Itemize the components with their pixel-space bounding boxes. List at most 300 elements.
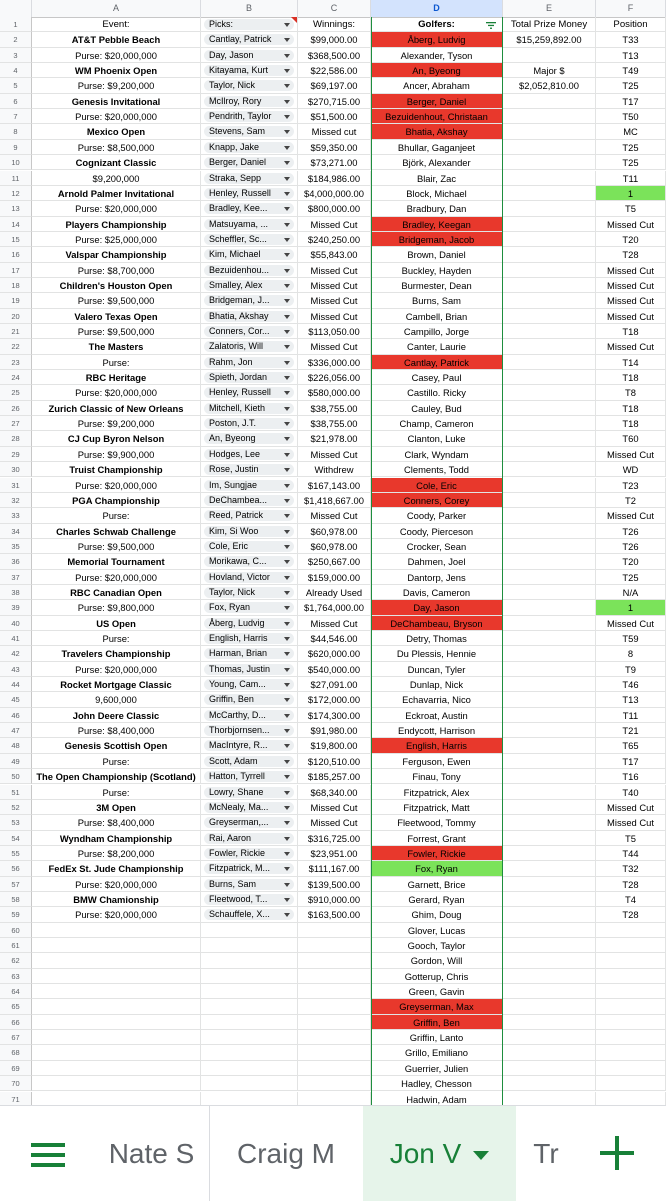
cell-d[interactable] xyxy=(371,600,503,615)
cell-a[interactable] xyxy=(32,616,201,631)
cell-c[interactable] xyxy=(298,416,371,431)
row-number[interactable]: 51 xyxy=(0,785,32,800)
cell-b[interactable] xyxy=(201,846,298,861)
pick-dropdown-chip[interactable] xyxy=(204,341,294,352)
caret-down-icon[interactable] xyxy=(284,361,290,365)
cell-e[interactable] xyxy=(503,478,596,493)
caret-down-icon[interactable] xyxy=(284,115,290,119)
pick-dropdown-chip[interactable] xyxy=(204,495,294,506)
pick-dropdown-chip[interactable] xyxy=(204,863,294,874)
cell-a[interactable] xyxy=(32,431,201,446)
cell-b[interactable] xyxy=(201,1076,298,1091)
cell-c[interactable] xyxy=(298,32,371,47)
cell-d[interactable] xyxy=(371,109,503,124)
caret-down-icon[interactable] xyxy=(284,499,290,503)
pick-dropdown-chip[interactable] xyxy=(204,572,294,583)
cell-f[interactable] xyxy=(596,1092,666,1106)
pick-dropdown-chip[interactable] xyxy=(204,249,294,260)
cell-b[interactable] xyxy=(201,646,298,661)
cell-e[interactable] xyxy=(503,923,596,938)
cell-d[interactable] xyxy=(371,815,503,830)
cell-c[interactable] xyxy=(298,892,371,907)
pick-dropdown-chip[interactable] xyxy=(204,833,294,844)
caret-down-icon[interactable] xyxy=(284,54,290,58)
cell-f[interactable] xyxy=(596,355,666,370)
cell-d[interactable] xyxy=(371,431,503,446)
row-number[interactable]: 62 xyxy=(0,953,32,968)
cell-b[interactable] xyxy=(201,969,298,984)
cell-d[interactable] xyxy=(371,355,503,370)
cell-b[interactable] xyxy=(201,508,298,523)
cell-c[interactable] xyxy=(298,309,371,324)
cell-a[interactable] xyxy=(32,999,201,1014)
cell-c[interactable] xyxy=(298,877,371,892)
pick-dropdown-chip[interactable] xyxy=(204,203,294,214)
row-number[interactable]: 30 xyxy=(0,462,32,477)
cell-d[interactable] xyxy=(371,78,503,93)
caret-down-icon[interactable] xyxy=(284,775,290,779)
cell-c[interactable] xyxy=(298,293,371,308)
cell-a[interactable] xyxy=(32,815,201,830)
pick-dropdown-chip[interactable] xyxy=(204,234,294,245)
cell-a[interactable] xyxy=(32,892,201,907)
cell-b[interactable] xyxy=(201,785,298,800)
pick-dropdown-chip[interactable] xyxy=(204,265,294,276)
cell-d[interactable] xyxy=(371,631,503,646)
cell-e[interactable] xyxy=(503,447,596,462)
cell-d[interactable] xyxy=(371,708,503,723)
row-number[interactable]: 58 xyxy=(0,892,32,907)
cell-e[interactable] xyxy=(503,263,596,278)
cell-e[interactable] xyxy=(503,616,596,631)
cell-e[interactable] xyxy=(503,662,596,677)
column-header-f[interactable]: F xyxy=(596,0,666,17)
row-number[interactable]: 68 xyxy=(0,1045,32,1060)
cell-b[interactable] xyxy=(201,524,298,539)
cell-e[interactable] xyxy=(503,524,596,539)
cell-e[interactable] xyxy=(503,140,596,155)
cell-f[interactable] xyxy=(596,78,666,93)
pick-dropdown-chip[interactable] xyxy=(204,725,294,736)
cell-f[interactable] xyxy=(596,186,666,201)
pick-dropdown-chip[interactable] xyxy=(204,142,294,153)
cell-e[interactable] xyxy=(503,124,596,139)
cell-a[interactable] xyxy=(32,201,201,216)
cell-c[interactable] xyxy=(298,815,371,830)
cell-e[interactable] xyxy=(503,493,596,508)
cell-e[interactable] xyxy=(503,217,596,232)
cell-c[interactable] xyxy=(298,462,371,477)
cell-f[interactable] xyxy=(596,171,666,186)
cell-a[interactable] xyxy=(32,953,201,968)
pick-dropdown-chip[interactable] xyxy=(204,756,294,767)
cell-e[interactable] xyxy=(503,1015,596,1030)
cell-e[interactable] xyxy=(503,570,596,585)
cell-c[interactable] xyxy=(298,140,371,155)
cell-f[interactable] xyxy=(596,708,666,723)
header-cell-d[interactable] xyxy=(371,17,503,32)
cell-e[interactable] xyxy=(503,585,596,600)
cell-d[interactable] xyxy=(371,754,503,769)
cell-b[interactable] xyxy=(201,324,298,339)
cell-b[interactable] xyxy=(201,385,298,400)
cell-e[interactable] xyxy=(503,815,596,830)
pick-dropdown-chip[interactable] xyxy=(204,740,294,751)
pick-dropdown-chip[interactable] xyxy=(204,648,294,659)
cell-b[interactable] xyxy=(201,953,298,968)
cell-f[interactable] xyxy=(596,815,666,830)
pick-dropdown-chip[interactable] xyxy=(204,126,294,137)
cell-b[interactable] xyxy=(201,171,298,186)
cell-f[interactable] xyxy=(596,570,666,585)
cell-c[interactable] xyxy=(298,48,371,63)
cell-b[interactable] xyxy=(201,677,298,692)
cell-d[interactable] xyxy=(371,800,503,815)
cell-c[interactable] xyxy=(298,754,371,769)
pick-dropdown-chip[interactable] xyxy=(204,449,294,460)
cell-e[interactable] xyxy=(503,1030,596,1045)
cell-f[interactable] xyxy=(596,309,666,324)
caret-down-icon[interactable] xyxy=(284,683,290,687)
pick-dropdown-chip[interactable] xyxy=(204,541,294,552)
menu-icon[interactable] xyxy=(31,1143,65,1167)
cell-e[interactable] xyxy=(503,508,596,523)
cell-d[interactable] xyxy=(371,723,503,738)
row-number[interactable]: 63 xyxy=(0,969,32,984)
cell-a[interactable] xyxy=(32,171,201,186)
pick-dropdown-chip[interactable] xyxy=(204,96,294,107)
cell-c[interactable] xyxy=(298,385,371,400)
cell-b[interactable] xyxy=(201,585,298,600)
row-number[interactable]: 22 xyxy=(0,339,32,354)
pick-dropdown-chip[interactable] xyxy=(204,111,294,122)
cell-e[interactable] xyxy=(503,861,596,876)
cell-c[interactable] xyxy=(298,554,371,569)
row-number[interactable]: 38 xyxy=(0,585,32,600)
caret-down-icon[interactable] xyxy=(284,714,290,718)
cell-e[interactable] xyxy=(503,785,596,800)
cell-d[interactable] xyxy=(371,692,503,707)
pick-dropdown-chip[interactable] xyxy=(204,433,294,444)
pick-dropdown-chip[interactable] xyxy=(204,526,294,537)
row-number[interactable]: 26 xyxy=(0,401,32,416)
row-number[interactable]: 67 xyxy=(0,1030,32,1045)
cell-a[interactable] xyxy=(32,94,201,109)
caret-down-icon[interactable] xyxy=(284,668,290,672)
pick-dropdown-chip[interactable] xyxy=(204,219,294,230)
row-number[interactable]: 46 xyxy=(0,708,32,723)
caret-down-icon[interactable] xyxy=(284,299,290,303)
cell-e[interactable] xyxy=(503,339,596,354)
pick-dropdown-chip[interactable] xyxy=(204,188,294,199)
tab-jon-v[interactable] xyxy=(363,1106,516,1201)
row-number[interactable]: 53 xyxy=(0,815,32,830)
cell-d[interactable] xyxy=(371,785,503,800)
caret-down-icon[interactable] xyxy=(284,130,290,134)
cell-d[interactable] xyxy=(371,1076,503,1091)
cell-e[interactable] xyxy=(503,708,596,723)
row-number[interactable]: 5 xyxy=(0,78,32,93)
cell-a[interactable] xyxy=(32,416,201,431)
row-number[interactable]: 69 xyxy=(0,1061,32,1076)
cell-d[interactable] xyxy=(371,247,503,262)
cell-a[interactable] xyxy=(32,217,201,232)
cell-d[interactable] xyxy=(371,999,503,1014)
cell-c[interactable] xyxy=(298,999,371,1014)
cell-c[interactable] xyxy=(298,324,371,339)
cell-d[interactable] xyxy=(371,63,503,78)
cell-e[interactable] xyxy=(503,969,596,984)
cell-a[interactable] xyxy=(32,278,201,293)
cell-a[interactable] xyxy=(32,32,201,47)
cell-e[interactable] xyxy=(503,1061,596,1076)
cell-b[interactable] xyxy=(201,708,298,723)
cell-a[interactable] xyxy=(32,293,201,308)
caret-down-icon[interactable] xyxy=(284,437,290,441)
row-number[interactable]: 13 xyxy=(0,201,32,216)
cell-e[interactable] xyxy=(503,109,596,124)
cell-a[interactable] xyxy=(32,232,201,247)
cell-d[interactable] xyxy=(371,171,503,186)
cell-d[interactable] xyxy=(371,677,503,692)
row-number[interactable]: 34 xyxy=(0,524,32,539)
cell-a[interactable] xyxy=(32,370,201,385)
row-number[interactable]: 55 xyxy=(0,846,32,861)
cell-d[interactable] xyxy=(371,94,503,109)
cell-a[interactable] xyxy=(32,708,201,723)
pick-dropdown-chip[interactable] xyxy=(204,664,294,675)
cell-e[interactable] xyxy=(503,984,596,999)
caret-down-icon[interactable] xyxy=(284,698,290,702)
cell-b[interactable] xyxy=(201,370,298,385)
cell-e[interactable] xyxy=(503,769,596,784)
cell-f[interactable] xyxy=(596,1015,666,1030)
cell-c[interactable] xyxy=(298,355,371,370)
cell-c[interactable] xyxy=(298,600,371,615)
row-number[interactable]: 6 xyxy=(0,94,32,109)
cell-d[interactable] xyxy=(371,309,503,324)
cell-d[interactable] xyxy=(371,201,503,216)
cell-d[interactable] xyxy=(371,186,503,201)
cell-b[interactable] xyxy=(201,800,298,815)
row-number[interactable]: 66 xyxy=(0,1015,32,1030)
cell-c[interactable] xyxy=(298,570,371,585)
cell-f[interactable] xyxy=(596,785,666,800)
caret-down-icon[interactable] xyxy=(284,223,290,227)
row-number[interactable]: 25 xyxy=(0,385,32,400)
cell-d[interactable] xyxy=(371,907,503,922)
row-number[interactable]: 42 xyxy=(0,646,32,661)
caret-down-icon[interactable] xyxy=(284,545,290,549)
caret-down-icon[interactable] xyxy=(284,177,290,181)
cell-a[interactable] xyxy=(32,78,201,93)
caret-down-icon[interactable] xyxy=(284,69,290,73)
row-number[interactable]: 17 xyxy=(0,263,32,278)
pick-dropdown-chip[interactable] xyxy=(204,295,294,306)
cell-c[interactable] xyxy=(298,969,371,984)
cell-d[interactable] xyxy=(371,738,503,753)
pick-dropdown-chip[interactable] xyxy=(204,817,294,828)
cell-f[interactable] xyxy=(596,1061,666,1076)
cell-b[interactable] xyxy=(201,355,298,370)
cell-e[interactable] xyxy=(503,953,596,968)
cell-f[interactable] xyxy=(596,677,666,692)
caret-down-icon[interactable] xyxy=(284,821,290,825)
cell-f[interactable] xyxy=(596,232,666,247)
pick-dropdown-chip[interactable] xyxy=(204,510,294,521)
caret-down-icon[interactable] xyxy=(284,453,290,457)
cell-f[interactable] xyxy=(596,738,666,753)
cell-a[interactable] xyxy=(32,785,201,800)
cell-b[interactable] xyxy=(201,447,298,462)
cell-a[interactable] xyxy=(32,309,201,324)
row-number[interactable]: 70 xyxy=(0,1076,32,1091)
cell-c[interactable] xyxy=(298,785,371,800)
cell-f[interactable] xyxy=(596,984,666,999)
picks-filter-chip[interactable] xyxy=(204,19,294,30)
cell-f[interactable] xyxy=(596,969,666,984)
caret-down-icon[interactable] xyxy=(284,514,290,518)
cell-c[interactable] xyxy=(298,1030,371,1045)
row-number[interactable]: 12 xyxy=(0,186,32,201)
cell-f[interactable] xyxy=(596,447,666,462)
cell-d[interactable] xyxy=(371,570,503,585)
cell-a[interactable] xyxy=(32,63,201,78)
pick-dropdown-chip[interactable] xyxy=(204,326,294,337)
cell-f[interactable] xyxy=(596,769,666,784)
cell-c[interactable] xyxy=(298,263,371,278)
cell-a[interactable] xyxy=(32,1030,201,1045)
cell-c[interactable] xyxy=(298,723,371,738)
pick-dropdown-chip[interactable] xyxy=(204,34,294,45)
cell-d[interactable] xyxy=(371,953,503,968)
pick-dropdown-chip[interactable] xyxy=(204,802,294,813)
row-number[interactable]: 7 xyxy=(0,109,32,124)
tab-nate-s[interactable]: Nate S xyxy=(108,1138,195,1169)
cell-f[interactable] xyxy=(596,846,666,861)
row-number[interactable]: 59 xyxy=(0,907,32,922)
cell-d[interactable] xyxy=(371,585,503,600)
cell-c[interactable] xyxy=(298,94,371,109)
cell-b[interactable] xyxy=(201,263,298,278)
cell-b[interactable] xyxy=(201,754,298,769)
row-number[interactable]: 48 xyxy=(0,738,32,753)
caret-down-icon[interactable] xyxy=(284,330,290,334)
cell-b[interactable] xyxy=(201,815,298,830)
header-cell-b[interactable] xyxy=(201,17,298,32)
cell-c[interactable] xyxy=(298,769,371,784)
cell-f[interactable] xyxy=(596,999,666,1014)
caret-down-icon[interactable] xyxy=(284,269,290,273)
caret-down-icon[interactable] xyxy=(284,883,290,887)
pick-dropdown-chip[interactable] xyxy=(204,771,294,782)
cell-e[interactable] xyxy=(503,401,596,416)
pick-dropdown-chip[interactable] xyxy=(204,464,294,475)
cell-e[interactable] xyxy=(503,201,596,216)
cell-d[interactable] xyxy=(371,539,503,554)
cell-d[interactable] xyxy=(371,554,503,569)
cell-f[interactable] xyxy=(596,263,666,278)
cell-e[interactable] xyxy=(503,247,596,262)
cell-a[interactable] xyxy=(32,1092,201,1106)
row-number[interactable]: 52 xyxy=(0,800,32,815)
cell-c[interactable] xyxy=(298,677,371,692)
pick-dropdown-chip[interactable] xyxy=(204,157,294,168)
cell-a[interactable] xyxy=(32,646,201,661)
cell-b[interactable] xyxy=(201,999,298,1014)
cell-f[interactable] xyxy=(596,1076,666,1091)
cell-b[interactable] xyxy=(201,877,298,892)
cell-a[interactable] xyxy=(32,1076,201,1091)
cell-f[interactable] xyxy=(596,478,666,493)
row-number[interactable]: 54 xyxy=(0,831,32,846)
cell-c[interactable] xyxy=(298,171,371,186)
header-cell-e[interactable] xyxy=(503,17,596,32)
cell-a[interactable] xyxy=(32,263,201,278)
cell-b[interactable] xyxy=(201,907,298,922)
pick-dropdown-chip[interactable] xyxy=(204,633,294,644)
row-number[interactable]: 1 xyxy=(0,17,32,32)
row-number[interactable]: 45 xyxy=(0,692,32,707)
cell-d[interactable] xyxy=(371,140,503,155)
pick-dropdown-chip[interactable] xyxy=(204,50,294,61)
cell-b[interactable] xyxy=(201,462,298,477)
cell-f[interactable] xyxy=(596,1045,666,1060)
pick-dropdown-chip[interactable] xyxy=(204,879,294,890)
column-header-d[interactable]: D xyxy=(371,0,503,17)
cell-d[interactable] xyxy=(371,1045,503,1060)
cell-e[interactable] xyxy=(503,324,596,339)
cell-c[interactable] xyxy=(298,539,371,554)
cell-b[interactable] xyxy=(201,140,298,155)
cell-a[interactable] xyxy=(32,1015,201,1030)
row-number[interactable]: 32 xyxy=(0,493,32,508)
row-number[interactable]: 50 xyxy=(0,769,32,784)
cell-f[interactable] xyxy=(596,32,666,47)
cell-a[interactable] xyxy=(32,662,201,677)
cell-a[interactable] xyxy=(32,846,201,861)
cell-c[interactable] xyxy=(298,124,371,139)
cell-e[interactable] xyxy=(503,48,596,63)
cell-a[interactable] xyxy=(32,600,201,615)
row-number[interactable]: 61 xyxy=(0,938,32,953)
cell-b[interactable] xyxy=(201,1030,298,1045)
cell-c[interactable] xyxy=(298,861,371,876)
row-number[interactable]: 43 xyxy=(0,662,32,677)
cell-d[interactable] xyxy=(371,293,503,308)
cell-d[interactable] xyxy=(371,877,503,892)
row-number[interactable]: 16 xyxy=(0,247,32,262)
cell-a[interactable] xyxy=(32,401,201,416)
caret-down-icon[interactable] xyxy=(284,161,290,165)
cell-c[interactable] xyxy=(298,217,371,232)
cell-c[interactable] xyxy=(298,662,371,677)
cell-d[interactable] xyxy=(371,232,503,247)
cell-c[interactable] xyxy=(298,800,371,815)
pick-dropdown-chip[interactable] xyxy=(204,710,294,721)
cell-d[interactable] xyxy=(371,923,503,938)
caret-down-icon[interactable] xyxy=(284,207,290,211)
pick-dropdown-chip[interactable] xyxy=(204,787,294,798)
cell-f[interactable] xyxy=(596,692,666,707)
cell-a[interactable] xyxy=(32,570,201,585)
cell-a[interactable] xyxy=(32,447,201,462)
cell-d[interactable] xyxy=(371,478,503,493)
cell-c[interactable] xyxy=(298,1092,371,1106)
cell-a[interactable] xyxy=(32,493,201,508)
cell-c[interactable] xyxy=(298,846,371,861)
caret-down-icon[interactable] xyxy=(284,652,290,656)
